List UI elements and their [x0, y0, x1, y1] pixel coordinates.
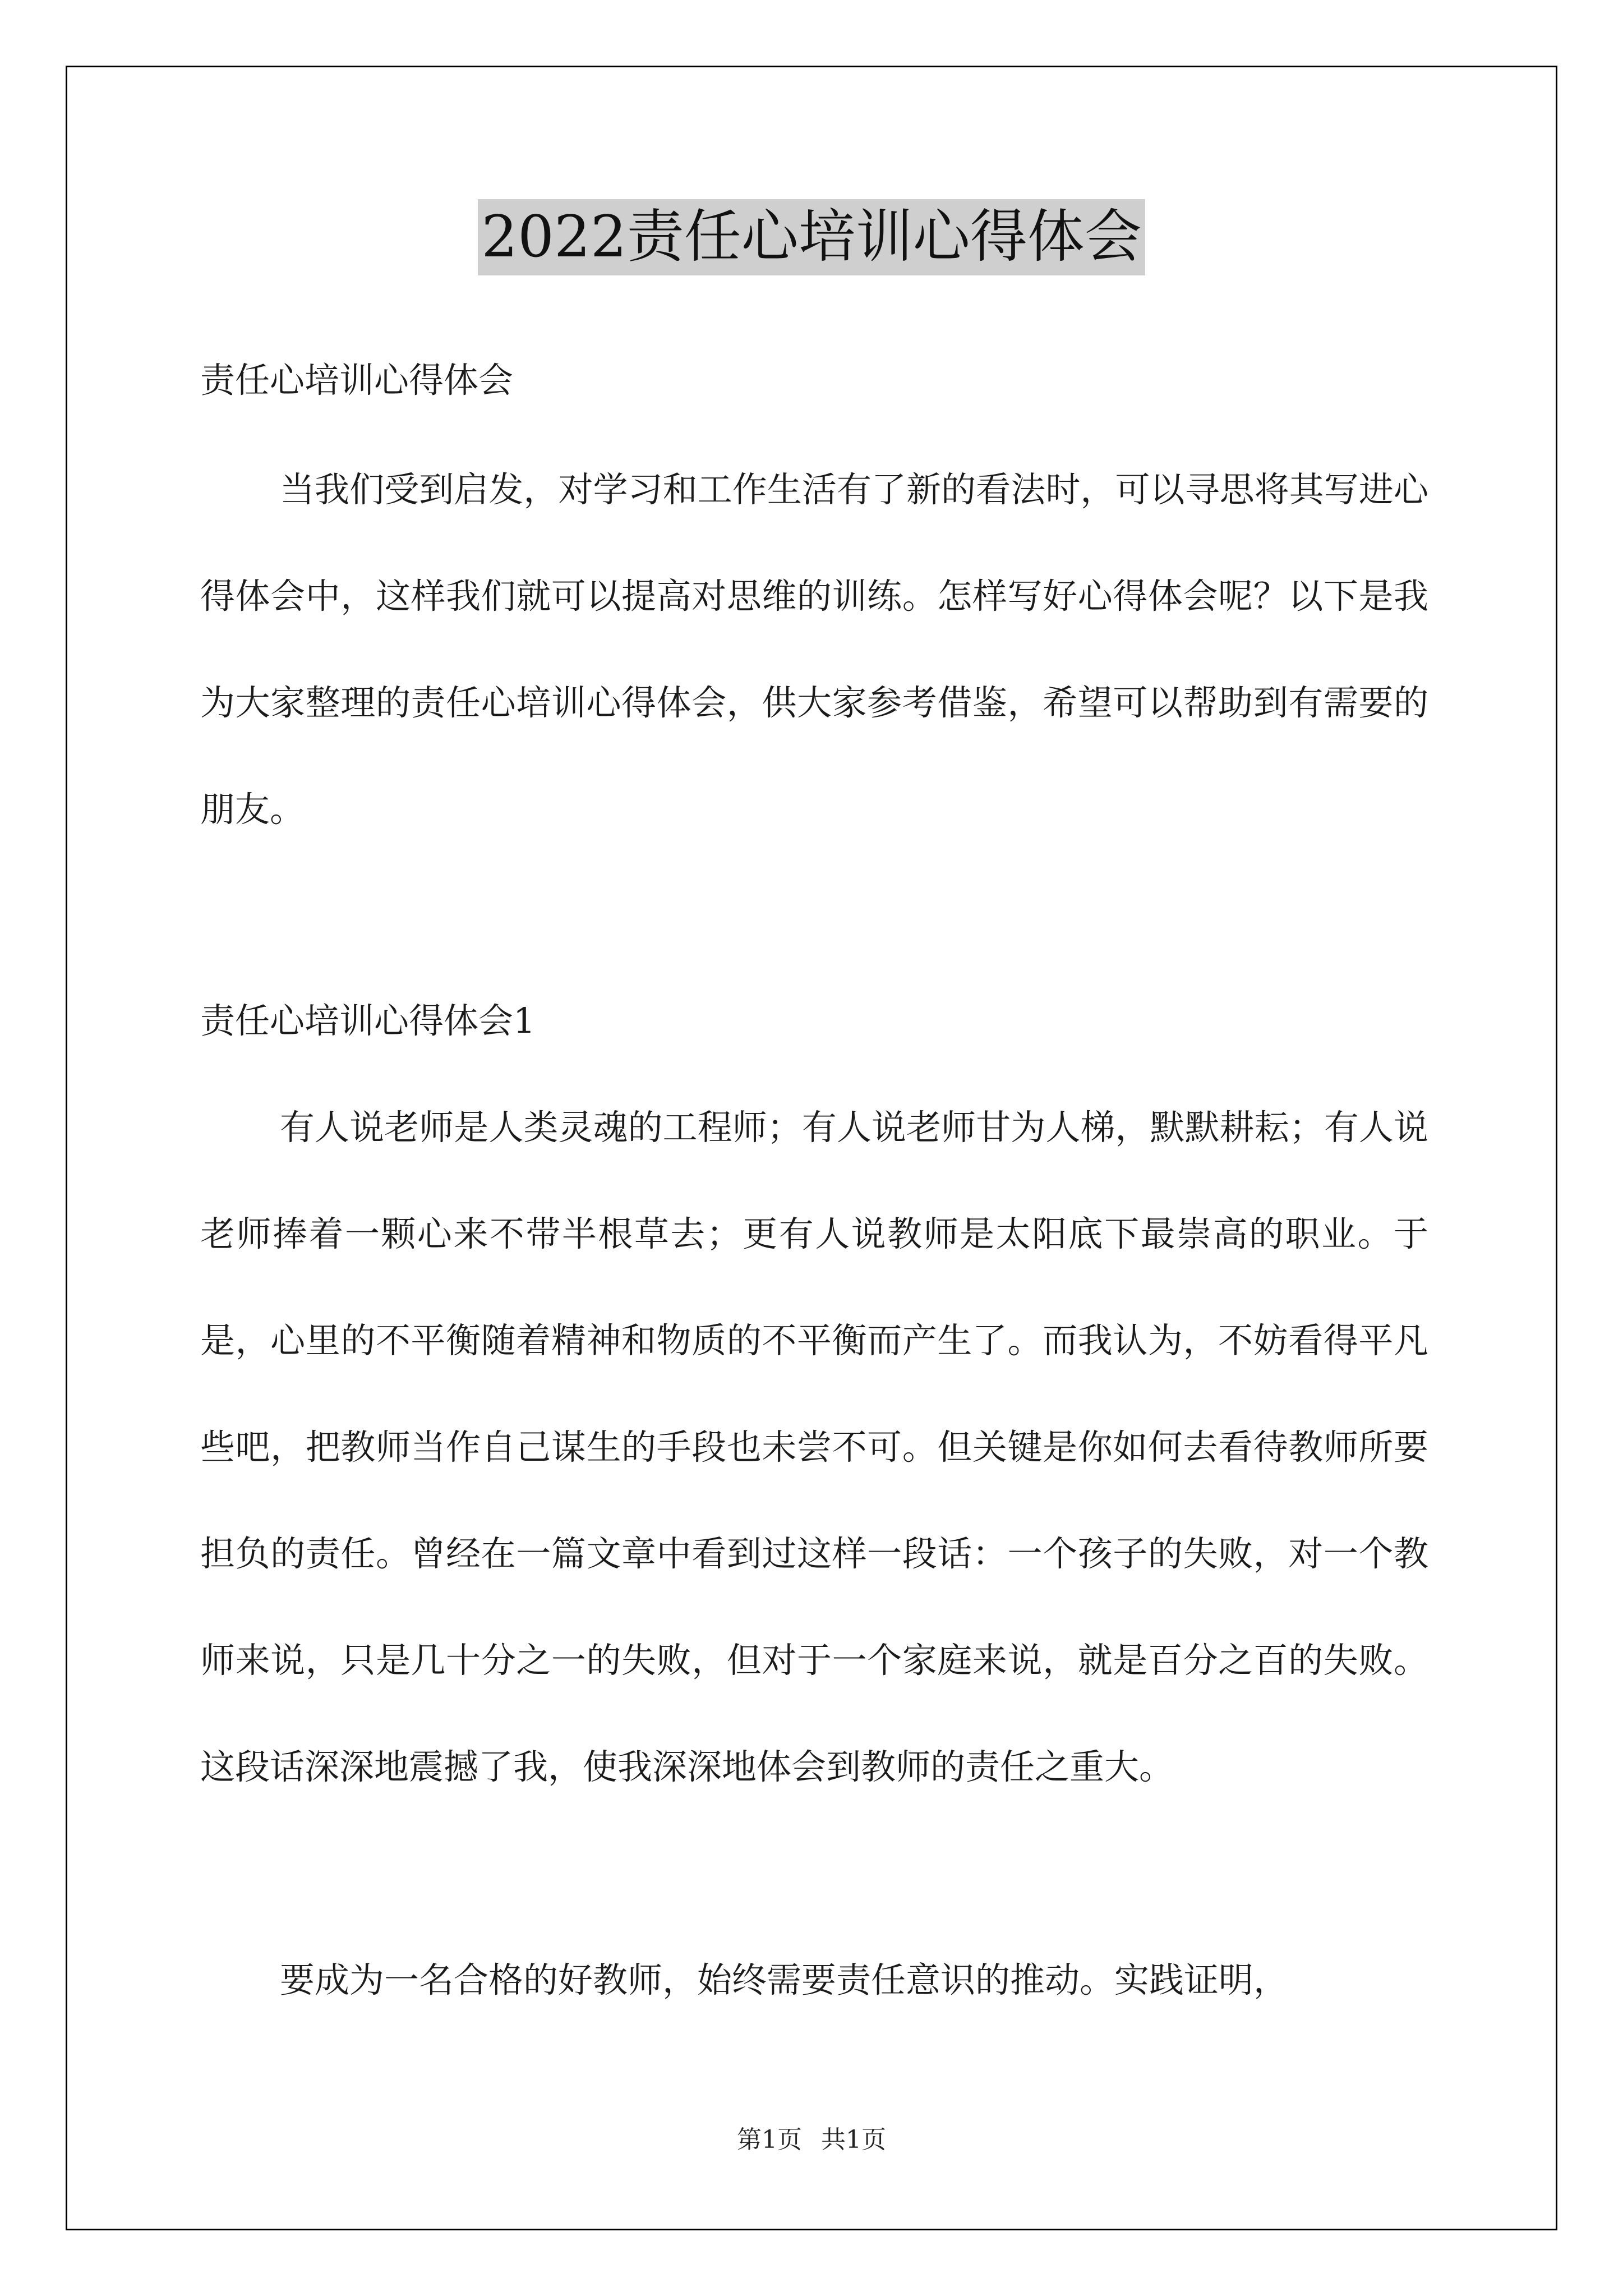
page-number-current: 第1页	[737, 2125, 802, 2154]
page-footer	[0, 2123, 1623, 2157]
section1-paragraph-1: 有人说老师是人类灵魂的工程师；有人说老师甘为人梯，默默耕耘；有人说老师捧着一颗心来不带半根草去；更有人说教师是太阳底下最崇高的职业。于是，心里的不平衡随着精神和物质的不平衡而产生了。而我认为，不妨看得平凡些吧，把教师当作自己谋生的手段也未尝不可。但关键是你如何去看待教师所要担负的责任。曾经在一篇文章中看到过这样一段话：一个孩子的失败，对一个教师来说，只是几十分之一的失败，但对于一个家庭来说，就是百分之百的失败。这段话深深地震撼了我，使我深深地体会到教师的责任之重大。	[200, 1107, 1428, 1787]
page-number-total: 共1页	[821, 2125, 886, 2154]
title-container	[0, 199, 1623, 275]
intro-paragraph: 当我们受到启发，对学习和工作生活有了新的看法时，可以寻思将其写进心得体会中，这样我们就可以提高对思维的训练。怎样写好心得体会呢？以下是我为大家整理的责任心培训心得体会，供大家参考借鉴，希望可以帮助到有需要的朋友。	[200, 469, 1428, 830]
document-subtitle: 责任心培训心得体会	[200, 360, 514, 401]
section-heading-1: 责任心培训心得体会1	[200, 1000, 536, 1041]
section1-paragraph-2: 要成为一名合格的好教师，始终需要责任意识的推动。实践证明，	[280, 1959, 1289, 2000]
document-title: 2022责任心培训心得体会	[478, 199, 1145, 275]
